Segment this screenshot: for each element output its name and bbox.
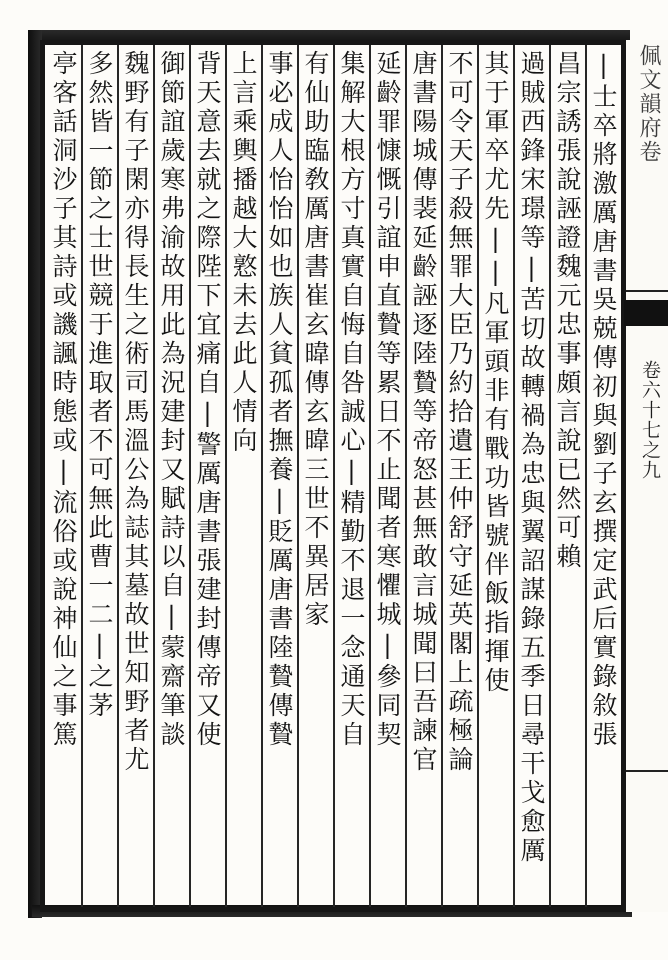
- text-column: 亭客話洞沙子其詩或譏諷時態或|流俗或說神仙之事篤: [49, 50, 78, 750]
- fish-tail-mark: [624, 300, 668, 326]
- column-rule: [549, 45, 551, 907]
- column-rule: [405, 45, 407, 907]
- text-column: 事必成人怡怡如也族人貧孤者撫養|貶厲唐書陸贄傳贄: [265, 50, 294, 750]
- text-column: 昌宗誘張說誣證魏元忠事頗言說已然可賴: [553, 50, 582, 572]
- column-rule: [585, 45, 587, 907]
- text-column: 過賊西鋒宋璟等|苦切故轉禍為忠與翼詔謀錄五季日尋干戈愈厲: [517, 50, 546, 866]
- column-rule: [333, 45, 335, 907]
- text-column: 上言乘輿播越大憝未去此人情向: [229, 50, 258, 456]
- column-rule: [153, 45, 155, 907]
- margin-book-title: 佩文韻府卷: [636, 44, 661, 164]
- text-column: 多然皆一節之士世競于進取者不可無此曹一二|之茅: [85, 50, 114, 721]
- column-rule: [225, 45, 227, 907]
- column-rule: [189, 45, 191, 907]
- text-column: 背天意去就之際陛下宜痛自|警厲唐書張建封傳帝又使: [193, 50, 222, 750]
- column-rule: [369, 45, 371, 907]
- text-column: 其于軍卒尤先||凡軍頭非有戰功皆號伴飯指揮使: [481, 50, 510, 696]
- margin-juan-label: 卷六十七之九: [639, 360, 661, 480]
- column-rule: [117, 45, 119, 907]
- text-column: 集解大根方寸真實自悔自咎誠心|精勤不退一念通天自: [337, 50, 366, 750]
- text-column: |士卒將激厲唐書吳兢傳初與劉子玄撰定武后實錄敘張: [589, 50, 618, 750]
- text-column: 延齡罪慷慨引誼申直贄等累日不止聞者寒懼城|參同契: [373, 50, 402, 750]
- text-column: 御節誼歲寒弗渝故用此為況建封又賦詩以自|蒙齋筆談: [157, 50, 186, 750]
- margin-rule-lower: [626, 770, 668, 772]
- text-column: 有仙助臨敎厲唐書崔玄暐傳玄暐三世不異居家: [301, 50, 330, 630]
- column-rule: [477, 45, 479, 907]
- column-rule: [297, 45, 299, 907]
- text-column: 魏野有子閑亦得長生之術司馬溫公為誌其墓故世知野者尤: [121, 50, 150, 775]
- text-column: 唐書陽城傳裴延齡誣逐陸贄等帝怒甚無敢言城聞曰吾諫官: [409, 50, 438, 775]
- column-rule: [81, 45, 83, 907]
- column-rule: [441, 45, 443, 907]
- margin-rule-upper: [626, 290, 668, 292]
- column-rule: [513, 45, 515, 907]
- text-column: 不可令天子殺無罪大臣乃約拾遺王仲舒守延英閣上疏極論: [445, 50, 474, 775]
- column-rule: [261, 45, 263, 907]
